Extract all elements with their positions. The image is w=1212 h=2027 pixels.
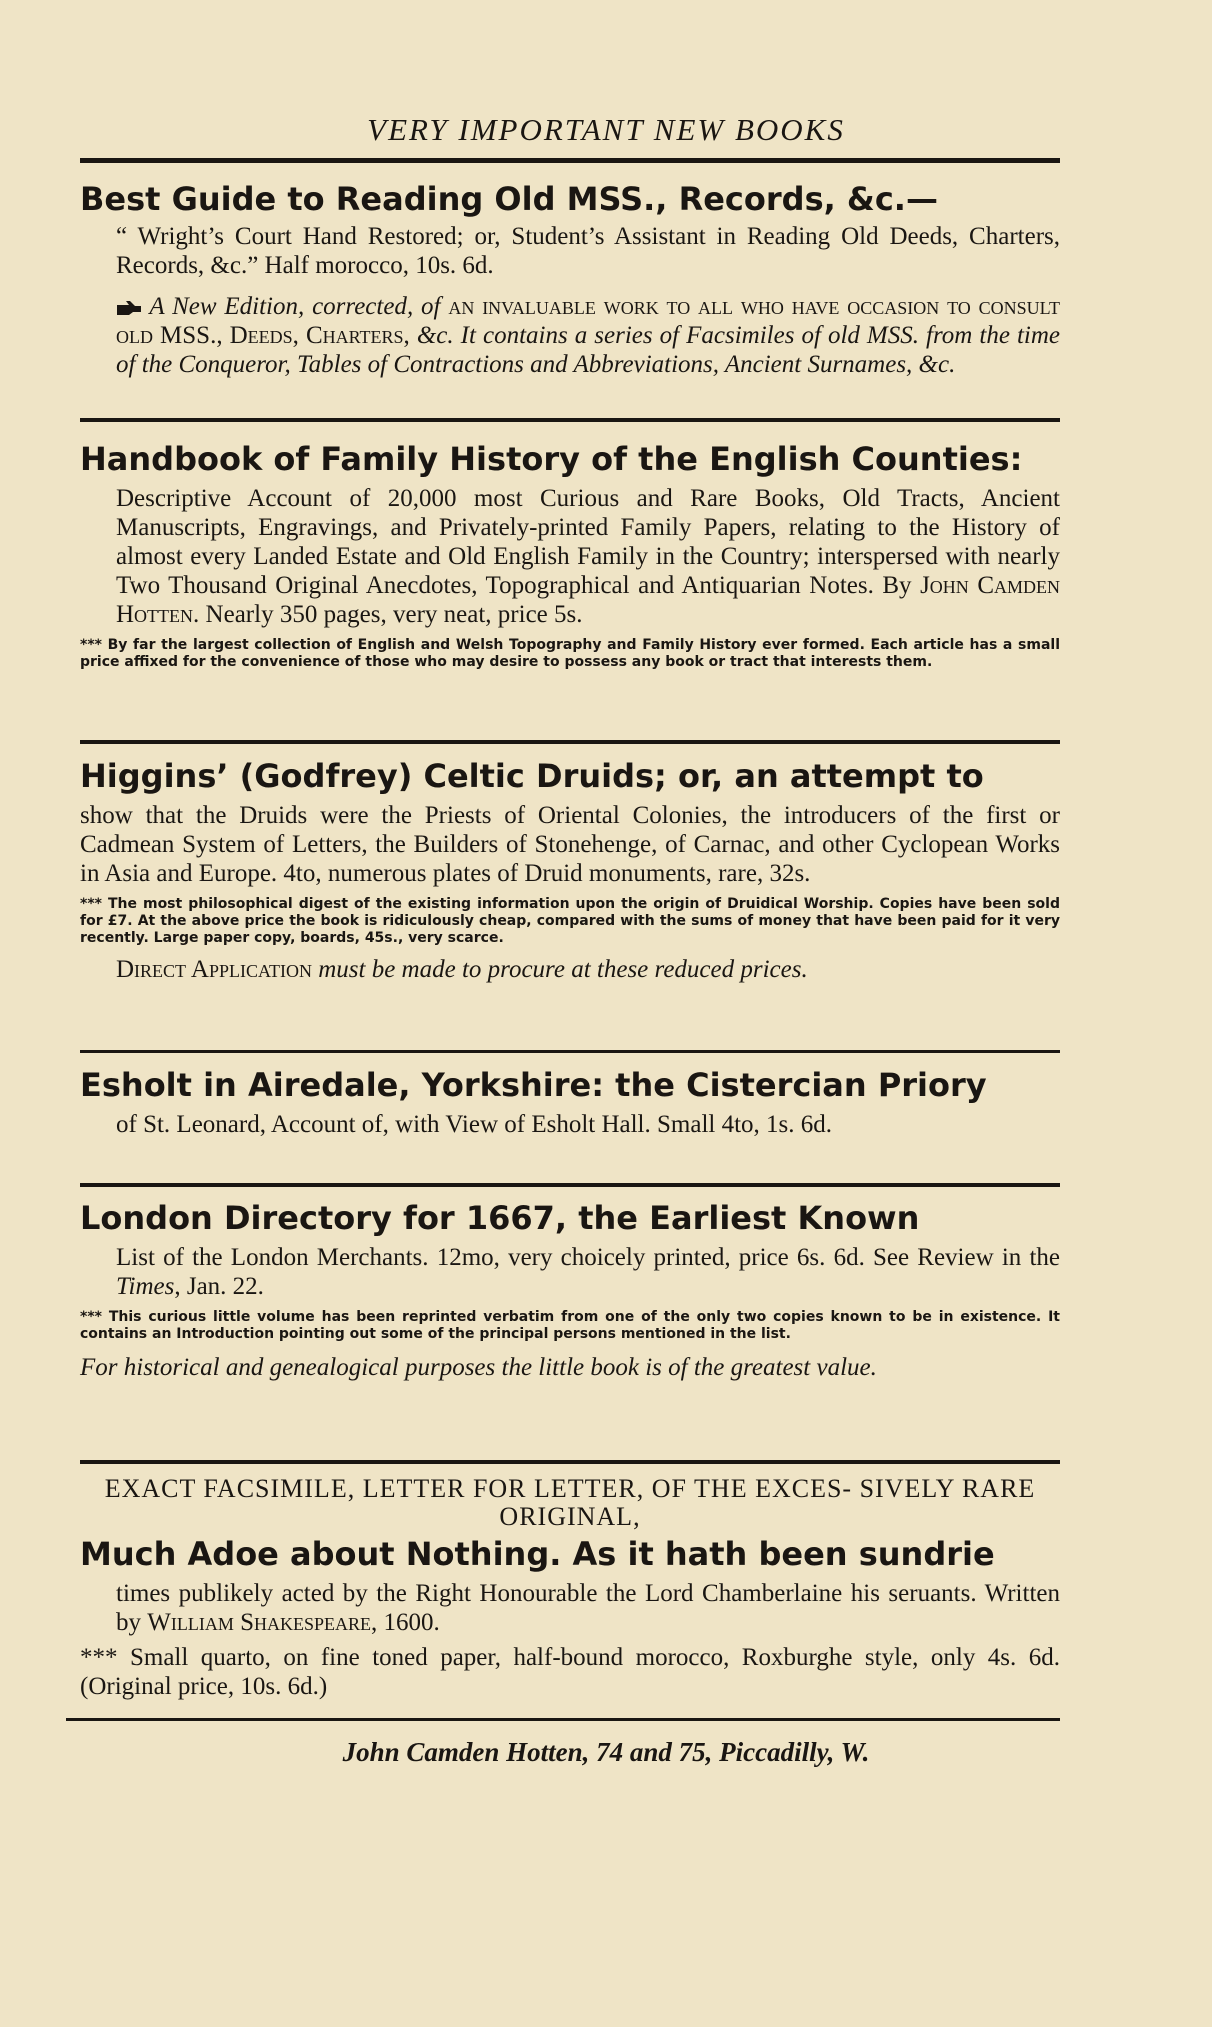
direct-text: must be made to procure at these reduced prices.	[311, 956, 808, 983]
facsimile-notice: EXACT FACSIMILE, LETTER FOR LETTER, OF THE EXCES- SIVELY RARE ORIGINAL,	[104, 1474, 1036, 1531]
entry-esholt	[80, 1066, 1060, 1139]
note-italic: A New Edition, corrected, of	[149, 293, 449, 320]
entry-body: show that the Druids were the Priests of Oriental Colonies, the introducers of the first or Cadmean System of Letters, the Builders of Stonehenge, of Carnac, and other Cyclopean Works in Asia and Europe. 4to, numerous plates of Druid monuments, rare, 32s.	[80, 802, 1060, 887]
pointing-hand-icon	[116, 299, 142, 317]
entry-much-adoe	[80, 1475, 1060, 1701]
body-text: Descriptive Account of 20,000 most Curious and Rare Books, Old Tracts, Ancient Manuscripts, Engravings, and Privately-printed Family Papers, relating to the History of almost every Landed Estate and Old English Family in the Country; interspersed with nearly Two Thousand Original Anecdotes, Topographical and Antiquarian Notes. By	[116, 485, 1060, 599]
entry-heading: Best Guide to Reading Old MSS., Records, &c.—	[80, 180, 938, 218]
direct-application	[116, 955, 1060, 985]
rule	[66, 1718, 1060, 1721]
newspaper-title: Times	[116, 1273, 175, 1300]
rule	[80, 1460, 1060, 1464]
entry-heading: Esholt in Airedale, Yorkshire: the Cistercian Priory	[80, 1066, 987, 1104]
author-name: John Camden Hotten	[116, 572, 1060, 628]
entry-body	[116, 1243, 1060, 1301]
note-italic-2: &c. It contains a series of Facsimiles of old MSS. from the time of the Conqueror, Tables of Contractions and Abbreviations, Ancient Surnames, &c.	[116, 322, 1060, 378]
rule	[80, 1183, 1060, 1187]
entry-body	[116, 484, 1060, 629]
entry-heading: Handbook of Family History of the English Counties:	[80, 440, 1023, 478]
rule	[80, 418, 1060, 422]
body-text-2: , 1600.	[371, 1609, 440, 1636]
entry-note: *** Small quarto, on fine toned paper, half-bound morocco, Roxburghe style, only 4s. 6d. (Original price, 10s. 6d.)	[80, 1644, 1060, 1700]
entry-celtic-druids	[80, 757, 1060, 985]
entry-body	[116, 1579, 1060, 1637]
direct-label: Direct Application	[116, 956, 312, 983]
entry-note: *** By far the largest collection of English and Welsh Topography and Family History ever formed. Each article has a small price affixed for the convenience of those who may desire to possess any book or tract that interests them.	[80, 637, 1060, 670]
entry-heading: Much Adoe about Nothing. As it hath been sundrie	[80, 1535, 995, 1573]
entry-heading: Higgins’ (Godfrey) Celtic Druids; or, an attempt to	[80, 757, 984, 795]
entry-body: “ Wright’s Court Hand Restored; or, Student’s Assistant in Reading Old Deeds, Charters, Records, &c.” Half morocco, 10s. 6d.	[116, 223, 1060, 279]
entry-note: *** This curious little volume has been reprinted verbatim from one of the only two copies known to be in existence. It contains an Introduction pointing out some of the principal persons mentioned in the list.	[80, 1309, 1060, 1342]
entry-body: of St. Leonard, Account of, with View of Esholt Hall. Small 4to, 1s. 6d.	[116, 1111, 833, 1138]
note-smallcaps: an invaluable work to all who have occasion to consult old	[116, 293, 1060, 349]
entry-london-directory	[80, 1199, 1060, 1382]
author-name: William Shakespeare	[147, 1609, 371, 1636]
entry-note: *** The most philosophical digest of the existing information upon the origin of Druidical Worship. Copies have been sold for £7. At the above price the book is ridiculously cheap, compared with the sums of money that have been paid for it very recently. Large paper copy, boards, 45s., very scarce.	[80, 896, 1060, 946]
body-text: List of the London Merchants. 12mo, very choicely printed, price 6s. 6d. See Review in the	[116, 1244, 1060, 1271]
rule	[80, 158, 1060, 163]
entry-mss-guide	[80, 180, 1060, 379]
running-head: VERY IMPORTANT NEW BOOKS	[367, 112, 845, 147]
rule	[80, 740, 1060, 744]
entry-italic-note: For historical and genealogical purposes the little book is of the greatest value.	[80, 1354, 877, 1381]
body-text-2: . Nearly 350 pages, very neat, price 5s.	[193, 601, 583, 628]
body-text-2: , Jan. 22.	[174, 1273, 264, 1300]
entry-note	[116, 292, 1060, 379]
note-smallcaps-2: MSS., Deeds, Charters,	[153, 322, 417, 349]
rule	[80, 1050, 1060, 1053]
entry-family-history	[80, 440, 1060, 671]
body-text: times publikely acted by the Right Honourable the Lord Chamberlaine his seruants. Written by	[116, 1580, 1060, 1636]
publisher-imprint: John Camden Hotten, 74 and 75, Piccadilly, W.	[342, 1737, 870, 1767]
entry-heading: London Directory for 1667, the Earliest Known	[80, 1199, 920, 1237]
